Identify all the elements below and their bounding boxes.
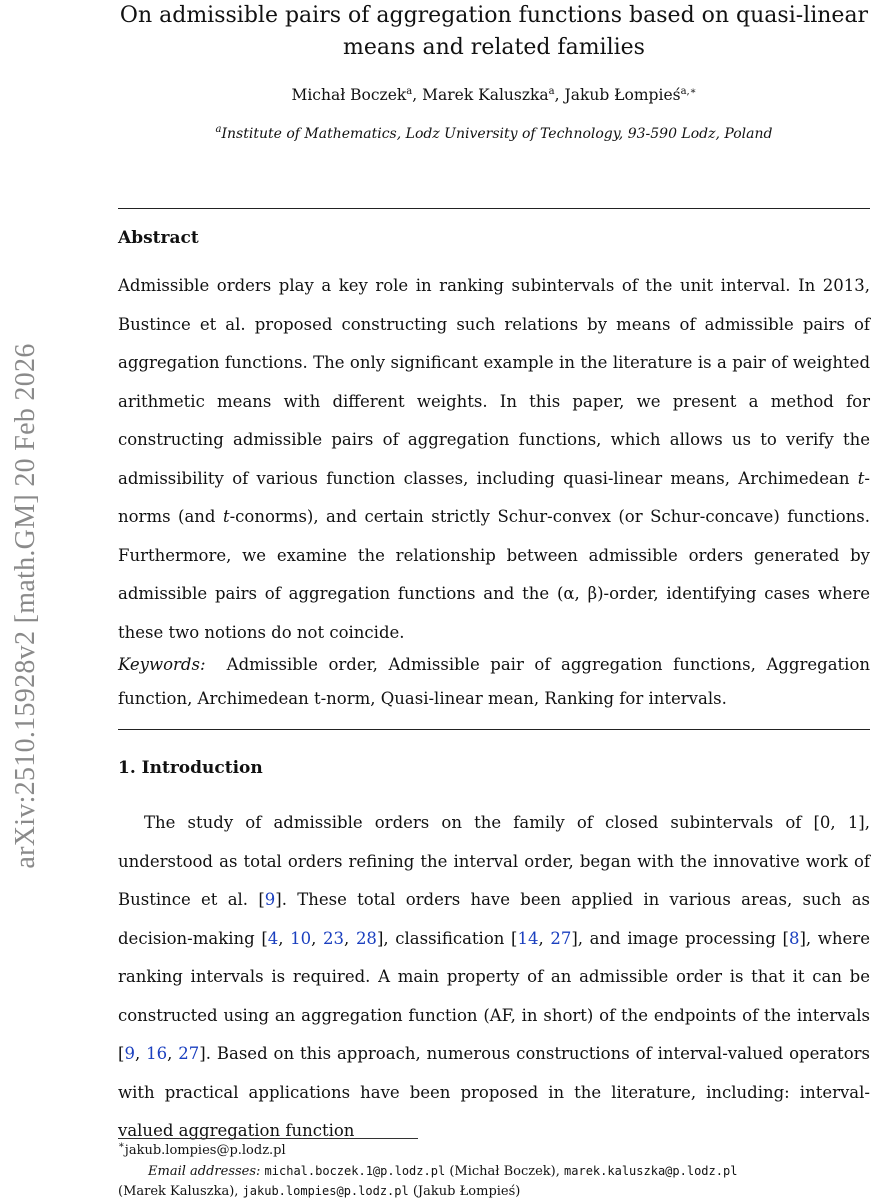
citation-link[interactable]: 9 [264, 890, 276, 909]
email-label: Email addresses: [148, 1164, 261, 1179]
intro-text: , classification [383, 928, 512, 948]
citation-link[interactable]: 23 [323, 928, 345, 948]
citation-link[interactable]: 14 [517, 928, 539, 948]
footnote-emails-cont [118, 1182, 870, 1201]
citation-link[interactable]: 10 [290, 928, 312, 948]
keywords-label: Keywords: [118, 655, 206, 674]
math-t: t [222, 507, 230, 526]
author-mark: a,∗ [680, 86, 697, 97]
introduction-body: The study of admissible orders on the family of closed subintervals of [0, 1], understood as total orders refining the interval order, began with the innovative work of Bustince et al. [9]. These total orders have been applied in various areas, such as decision-making [4, 10, 23, 28], classification [14, 27], and image processing [8], where ranking intervals is required. A main property of an admissible order is that it can be constructed using an aggregation function (AF, in short) of the endpoints of the intervals [9, 16, 27]. Based on this approach, numerous constructions of interval-valued operators with practical applications have been proposed in the literature, including: interval-valued aggregation function [118, 813, 871, 1140]
keywords [118, 648, 870, 716]
abstract-text: -order, identifying cases where these two notions do not coincide. [118, 584, 870, 642]
email-link[interactable]: michal.boczek.1@p.lodz.pl [264, 1164, 446, 1178]
paper-title [118, 0, 870, 64]
author-name: Michał Boczek [291, 86, 407, 104]
affiliation-mark: a [215, 124, 222, 135]
affiliation-text: Institute of Mathematics, Lodz University of Technology, 93-590 Lodz, Poland [221, 126, 773, 142]
footnote-mark: ∗ [118, 1140, 125, 1151]
intro-text: . Based on this approach, numerous constructions of interval-valued operators with practical applications have been proposed in the literature, including: interval-valued aggregation function [118, 1044, 870, 1140]
citation-link[interactable]: 28 [355, 928, 377, 948]
section-heading-introduction: 1. Introduction [118, 758, 263, 778]
intro-text: . These total orders have been applied in various areas, such as decision-making [118, 890, 871, 948]
author-list: Michał Boczek$^a$, Marek Kaluszka$^a$, Jakub Łompieś$^{a,∗}$ [291, 86, 697, 104]
footnote-emails [148, 1162, 870, 1181]
abstract-body [118, 267, 870, 652]
email-owner: (Michał Boczek), [449, 1164, 560, 1179]
corresponding-email: jakub.lompies@p.lodz.pl [124, 1143, 286, 1158]
author-name: Jakub Łompieś [564, 86, 681, 104]
citation-link[interactable]: 4 [267, 928, 279, 948]
citation-link[interactable]: 16 [146, 1044, 168, 1063]
abstract-text: Admissible orders play a key role in ranking subintervals of the unit interval. In 2013, Bustince et al. proposed constructing such relations by means of admissible pairs of aggregation functions. The only significant example in the literature is a pair of weighted arithmetic means with different weights. In this paper, we present a method for constructing admissible pairs of aggregation functions, which allows us to verify the admissibility of various function classes, including quasi-linear means, Archimedean [118, 276, 870, 488]
math-alpha-beta: (α, β) [556, 584, 604, 603]
author-mark: a [548, 86, 555, 97]
intro-text: The study of admissible orders on the family of closed subintervals of [0, 1], understood as total orders refining the interval order, began with the innovative work of Bustince et al. [118, 813, 870, 909]
email-owner: (Marek Kaluszka), [118, 1184, 239, 1199]
abstract-text: -norms (and [118, 468, 870, 526]
footnote-corresponding [118, 1142, 870, 1160]
citation-link[interactable]: 27 [178, 1044, 200, 1063]
email-link[interactable]: marek.kaluszka@p.lodz.pl [564, 1164, 738, 1178]
math-t: t [857, 468, 865, 488]
intro-text: , and image processing [577, 928, 783, 948]
citation-link[interactable]: 9 [124, 1044, 135, 1063]
author-name: Marek Kaluszka [422, 86, 549, 104]
footnote-rule [118, 1138, 418, 1139]
keywords-text: Admissible order, Admissible pair of aggregation functions, Aggregation function, Archimedean t-norm, Quasi-linear mean, Ranking for intervals. [118, 655, 871, 708]
title-line-2: means and related families [343, 35, 645, 60]
email-owner: (Jakub Łompieś) [412, 1184, 521, 1199]
affiliation [118, 126, 870, 142]
author-mark: a [406, 86, 413, 97]
divider-top [118, 208, 870, 209]
abstract-heading: Abstract [118, 228, 199, 248]
title-line-1: On admissible pairs of aggregation functions based on quasi-linear [119, 3, 869, 28]
citation-link[interactable]: 8 [788, 928, 800, 948]
arxiv-identifier: arXiv:2510.15928v2 [math.GM] 20 Feb 2026 [10, 343, 41, 869]
email-link[interactable]: jakub.lompies@p.lodz.pl [242, 1184, 409, 1198]
citation-link[interactable]: 27 [550, 928, 572, 948]
intro-text: , where ranking intervals is required. A main property of an admissible order is that it can be constructed using an aggregation function (AF, in short) of the endpoints of the intervals [118, 928, 870, 1025]
divider-bottom [118, 729, 870, 730]
abstract-text: -conorms), and certain strictly Schur-convex (or Schur-concave) functions. Furthermore, we examine the relationship between admissible orders generated by admissible pairs of aggregation functions and the [118, 507, 871, 603]
